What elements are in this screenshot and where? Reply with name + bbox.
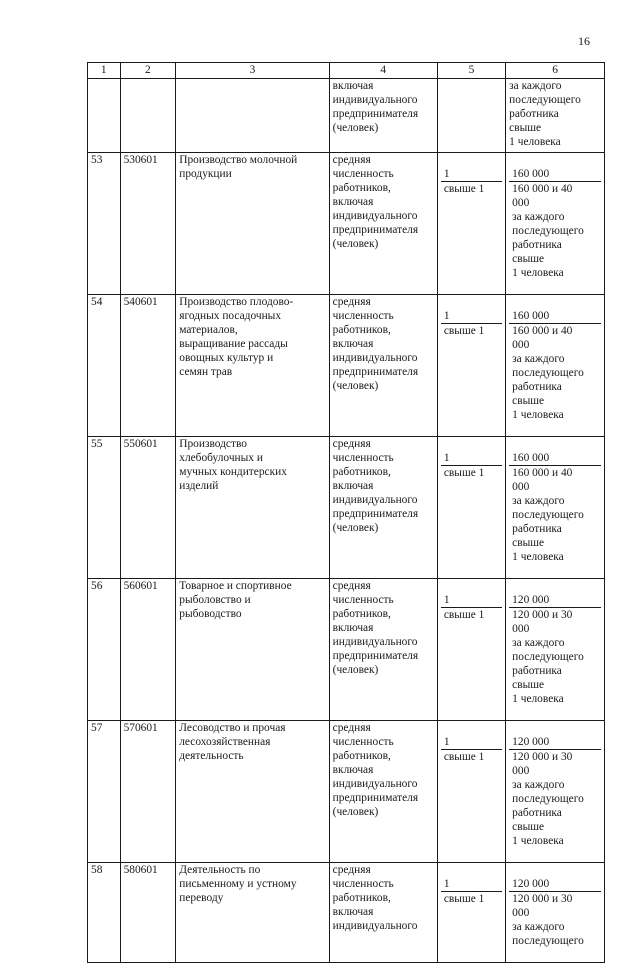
cell-indicator: средняя численность работников, включая индивидуального предпринимателя (человек)	[329, 721, 437, 863]
cell-name: Производство молочной продукции	[176, 153, 329, 295]
cell-indicator: включая индивидуального предпринимателя (человек)	[329, 79, 437, 153]
amount-base: 160 000	[512, 452, 550, 464]
column-header-2: 2	[120, 63, 176, 79]
cell-amount	[506, 721, 605, 863]
cell-indicator: средняя численность работников, включая индивидуального предпринимателя (человек)	[329, 437, 437, 579]
cell-num: 54	[88, 295, 121, 437]
cell-indicator: средняя численность работников, включая индивидуального	[329, 863, 437, 963]
column-header-6: 6	[506, 63, 605, 79]
cell-amount	[506, 295, 605, 437]
cell-quantity	[437, 295, 505, 437]
cell-num: 56	[88, 579, 121, 721]
cell-indicator: средняя численность работников, включая индивидуального предпринимателя (человек)	[329, 153, 437, 295]
cell-code: 550601	[120, 437, 176, 579]
page-number: 16	[578, 34, 590, 48]
table-row	[88, 295, 605, 437]
amount-over: 120 000 и 30 000 за каждого последующего работника свыше 1 человека	[509, 607, 601, 721]
cell-code	[120, 79, 176, 153]
amount-over: 160 000 и 40 000 за каждого последующего работника свыше 1 человека	[509, 181, 601, 295]
cell-name: Производство хлебобулочных и мучных кондитерских изделий	[176, 437, 329, 579]
quantity-over: свыше 1	[441, 465, 502, 579]
table-row	[88, 437, 605, 579]
cell-quantity	[437, 579, 505, 721]
cell-name: Товарное и спортивное рыболовство и рыбоводство	[176, 579, 329, 721]
cell-amount	[506, 153, 605, 295]
cell-quantity	[437, 721, 505, 863]
cell-code: 530601	[120, 153, 176, 295]
amount-base: 160 000	[512, 168, 550, 180]
cell-code: 570601	[120, 721, 176, 863]
amount-base: 120 000	[512, 878, 550, 890]
cell-code: 560601	[120, 579, 176, 721]
amount-base: 160 000	[512, 310, 550, 322]
quantity-base: 1	[443, 736, 450, 748]
quantity-base: 1	[443, 168, 450, 180]
table-row	[88, 153, 605, 295]
tax-rate-table	[87, 62, 605, 963]
amount-over: 160 000 и 40 000 за каждого последующего работника свыше 1 человека	[509, 323, 601, 437]
quantity-over: свыше 1	[441, 891, 502, 963]
amount-over: 120 000 и 30 000 за каждого последующего работника свыше 1 человека	[509, 749, 601, 863]
quantity-base: 1	[443, 310, 450, 322]
cell-indicator: средняя численность работников, включая индивидуального предпринимателя (человек)	[329, 295, 437, 437]
quantity-over: свыше 1	[441, 181, 502, 295]
cell-amount	[506, 579, 605, 721]
table-row	[88, 863, 605, 963]
cell-code: 540601	[120, 295, 176, 437]
column-header-4: 4	[329, 63, 437, 79]
cell-name: Лесоводство и прочая лесохозяйственная деятельность	[176, 721, 329, 863]
cell-amount	[506, 863, 605, 963]
table-row	[88, 721, 605, 863]
cell-name: Производство плодово- ягодных посадочных материалов, выращивание рассады овощных культур и семян трав	[176, 295, 329, 437]
cell-num: 57	[88, 721, 121, 863]
quantity-base: 1	[443, 878, 450, 890]
cell-num	[88, 79, 121, 153]
quantity-base: 1	[443, 452, 450, 464]
column-header-3: 3	[176, 63, 329, 79]
cell-quantity	[437, 79, 505, 153]
amount-over: 160 000 и 40 000 за каждого последующего работника свыше 1 человека	[509, 465, 601, 579]
column-header-5: 5	[437, 63, 505, 79]
cell-name	[176, 79, 329, 153]
cell-name: Деятельность по письменному и устному переводу	[176, 863, 329, 963]
continuation-row	[88, 79, 605, 153]
cell-amount: за каждого последующего работника свыше 1 человека	[506, 79, 605, 153]
quantity-base: 1	[443, 594, 450, 606]
quantity-over: свыше 1	[441, 323, 502, 437]
cell-code: 580601	[120, 863, 176, 963]
amount-base: 120 000	[512, 594, 550, 606]
cell-amount	[506, 437, 605, 579]
amount-base: 120 000	[512, 736, 550, 748]
cell-quantity	[437, 863, 505, 963]
cell-num: 58	[88, 863, 121, 963]
quantity-over: свыше 1	[441, 749, 502, 863]
column-header-1: 1	[88, 63, 121, 79]
cell-num: 55	[88, 437, 121, 579]
table-header-row	[88, 63, 605, 79]
amount-over: 120 000 и 30 000 за каждого последующего	[509, 891, 601, 963]
cell-num: 53	[88, 153, 121, 295]
table-row	[88, 579, 605, 721]
cell-quantity	[437, 437, 505, 579]
cell-quantity	[437, 153, 505, 295]
quantity-over: свыше 1	[441, 607, 502, 721]
cell-indicator: средняя численность работников, включая индивидуального предпринимателя (человек)	[329, 579, 437, 721]
